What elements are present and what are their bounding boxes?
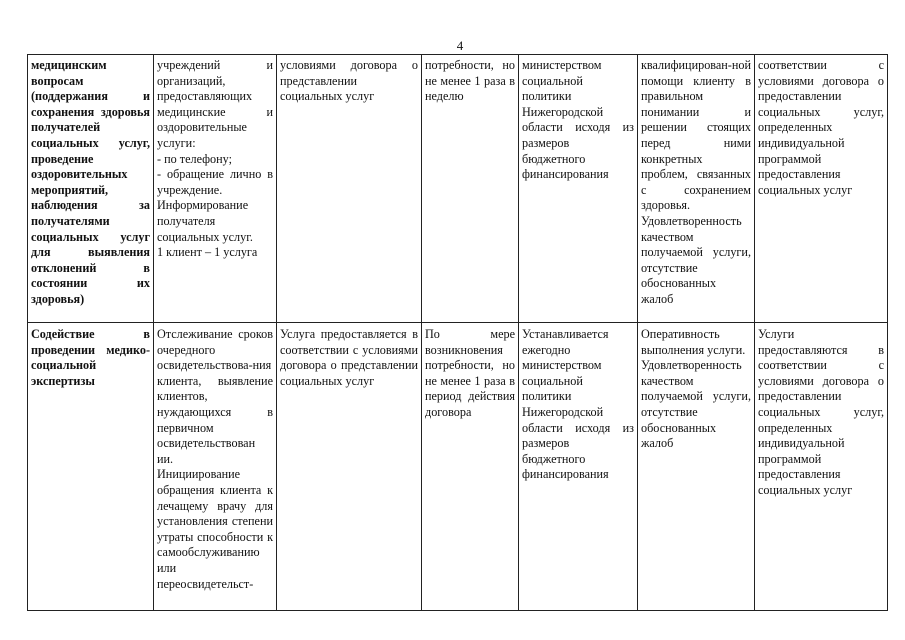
service-periodicity-cell: потребности, но не менее 1 раза в неделю xyxy=(422,55,519,323)
service-name-cell: медицинским вопросам (поддержания и сохранения здоровья получателей социальных услуг, проведение оздоровительных мероприятий, наблюдения за получателями социальных услуг для выявления отклонений в состоянии их здоровья) xyxy=(28,55,154,323)
service-quality-cell: Оперативность выполнения услуги. Удовлетворенность качеством получаемой услуги, отсутствие обоснованных жалоб xyxy=(638,323,755,611)
service-cost-cell: Устанавливается ежегодно министерством социальной политики Нижегородской области исходя из размеров бюджетного финансирования xyxy=(519,323,638,611)
service-periodicity-cell: По мере возникновения потребности, но не менее 1 раза в период действия договора xyxy=(422,323,519,611)
page-number: 4 xyxy=(456,38,464,53)
services-table xyxy=(27,54,888,611)
service-description-cell: учреждений и организаций, предоставляющих медицинские и оздоровительные услуги: - по телефону; - обращение лично в учреждение. Информирование получателя социальных услуг. 1 клиент – 1 услуга xyxy=(154,55,277,323)
service-cost-cell: министерством социальной политики Нижегородской области исходя из размеров бюджетного финансирования xyxy=(519,55,638,323)
service-name-cell: Содействие в проведении медико-социальной экспертизы xyxy=(28,323,154,611)
service-description-cell: Отслеживание сроков очередного освидетельствова-ния клиента, выявление клиентов, нуждающихся в первичном освидетельствован ии. Инициирование обращения клиента к лечащему врачу для установления степени утраты способности к самообслуживанию или переосвидетельст- xyxy=(154,323,277,611)
service-evaluation-cell: Услуги предоставляются в соответствии с условиями договора о предоставлении социальных услуг, определенных индивидуальной программой предоставления социальных услуг xyxy=(755,323,888,611)
service-evaluation-cell: соответствии с условиями договора о предоставлении социальных услуг, определенных индивидуальной программой предоставления социальных услуг xyxy=(755,55,888,323)
table-row xyxy=(28,55,888,323)
service-conditions-cell: условиями договора о представлении социальных услуг xyxy=(277,55,422,323)
service-quality-cell: квалифицирован-ной помощи клиенту в правильном понимании и решении стоящих перед ними конкретных проблем, связанных с сохранением здоровья. Удовлетворенность качеством получаемой услуги, отсутствие обоснованных жалоб xyxy=(638,55,755,323)
service-conditions-cell: Услуга предоставляется в соответствии с условиями договора о представлении социальных услуг xyxy=(277,323,422,611)
table-row xyxy=(28,323,888,611)
